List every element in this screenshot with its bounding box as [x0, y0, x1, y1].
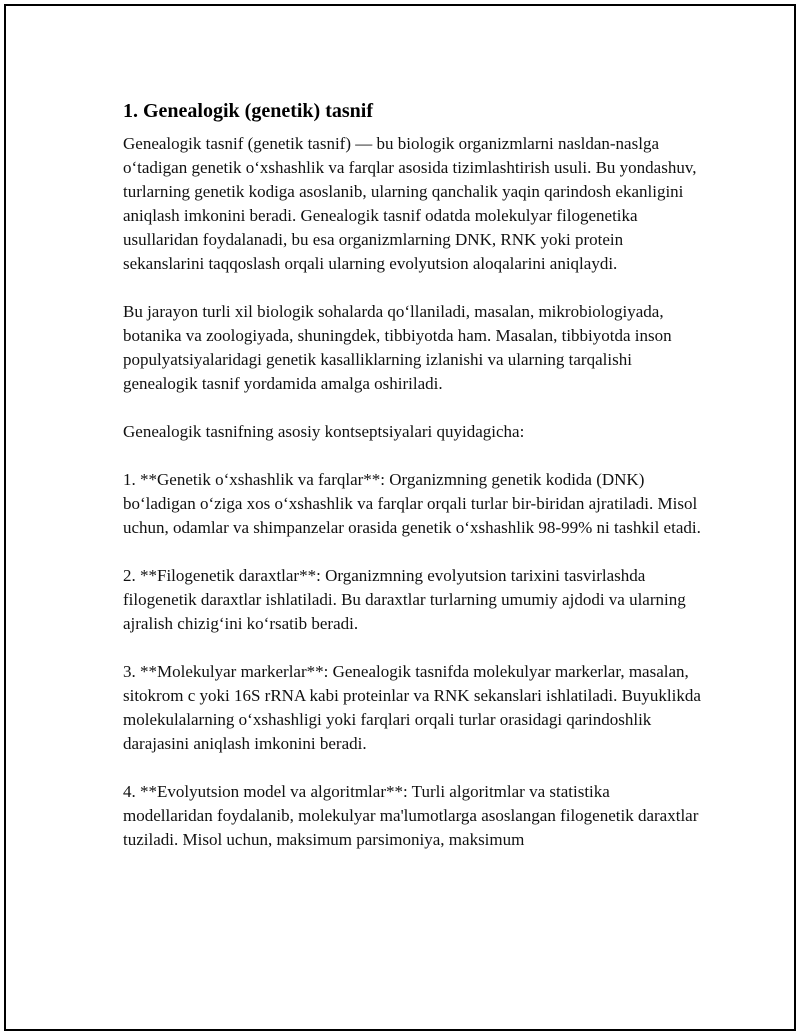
section-heading: 1. Genealogik (genetik) tasnif	[123, 100, 373, 122]
paragraph-intro: Genealogik tasnif (genetik tasnif) — bu biologik organizmlarni nasldan-naslga oʻtadigan genetik oʻxshashlik va farqlar asosida tizimlashtirish usuli. Bu yondashuv, turlarning genetik kodiga asoslanib, ularning qanchalik yaqin qarindosh ekanligini aniqlash imkonini beradi. Genealogik tasnif odatda molekulyar filogenetika usullaridan foydalanadi, bu esa organizmlarning DNK, RNK yoki protein sekanslarini taqqoslash orqali ularning evolyutsion aloqalarini aniqlaydi.	[123, 134, 697, 273]
page-frame	[4, 4, 796, 1031]
list-item-phylogenetic-trees: 2. **Filogenetik daraxtlar**: Organizmning evolyutsion tarixini tasvirlashda filogenetik daraxtlar ishlatiladi. Bu daraxtlar turlarning umumiy ajdodi va ularning ajralish chizigʻini koʻrsatib beradi.	[123, 566, 686, 633]
list-item-molecular-markers: 3. **Molekulyar markerlar**: Genealogik tasnifda molekulyar markerlar, masalan, sitokrom c yoki 16S rRNA kabi proteinlar va RNK sekanslari ishlatiladi. Buyuklikda molekulalarning oʻxshashligi yoki farqlari orqali turlar orasidagi qarindoshlik darajasini aniqlash imkonini beradi.	[123, 662, 701, 753]
paragraph-concepts-intro: Genealogik tasnifning asosiy kontseptsiyalari quyidagicha:	[123, 422, 525, 441]
list-item-genetic-similarity: 1. **Genetik oʻxshashlik va farqlar**: Organizmning genetik kodida (DNK) boʻladigan oʻziga xos oʻxshashlik va farqlar orqali turlar bir-biridan ajratiladi. Misol uchun, odamlar va shimpanzelar orasida genetik oʻxshashlik 98-99% ni tashkil etadi.	[123, 470, 701, 537]
document-body	[123, 98, 703, 876]
list-item-evolutionary-models: 4. **Evolyutsion model va algoritmlar**: Turli algoritmlar va statistika modellaridan foydalanib, molekulyar ma'lumotlarga asoslangan filogenetik daraxtlar tuziladi. Misol uchun, maksimum parsimoniya, maksimum	[123, 782, 699, 849]
paragraph-applications: Bu jarayon turli xil biologik sohalarda qoʻllaniladi, masalan, mikrobiologiyada, botanika va zoologiyada, shuningdek, tibbiyotda ham. Masalan, tibbiyotda inson populyatsiyalaridagi genetik kasalliklarning izlanishi va ularning tarqalishi genealogik tasnif yordamida amalga oshiriladi.	[123, 302, 672, 393]
